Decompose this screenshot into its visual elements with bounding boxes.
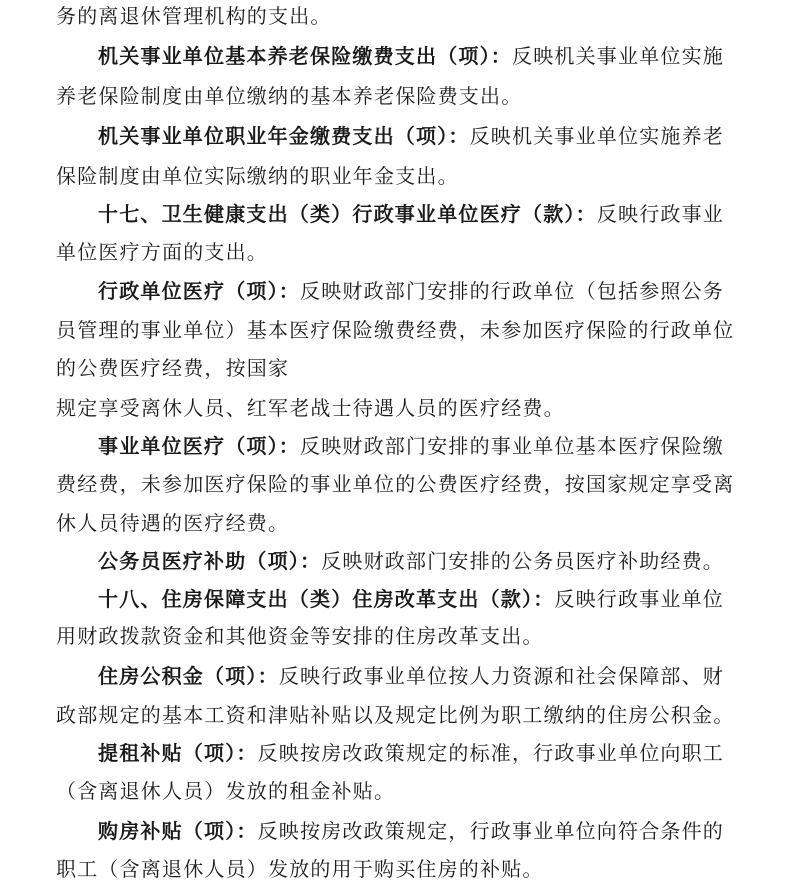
line-text: 的公费医疗经费，按国家 [56,356,290,380]
line-text: （含离退休人员）发放的租金补贴。 [56,779,396,803]
text-line [56,394,565,422]
text-line [56,2,332,30]
line-text: 反映财政部门安排的公务员医疗补助经费。 [321,549,725,573]
line-text: 反映行政事业单位按人力资源和社会保障部、财 [278,664,725,688]
line-text: 反映行政事业单位 [554,587,725,611]
line-text: 职工（含离退休人员）发放的用于购买住房的补贴。 [56,857,544,881]
line-text: 费经费，未参加医疗保险的事业单位的公费医疗经费，按国家规定享受离 [56,472,735,496]
line-text: 保险制度由单位实际缴纳的职业年金支出。 [56,164,459,188]
paragraph-first-line [98,42,724,70]
line-text: 休人员待遇的医疗经费。 [56,511,290,535]
text-line [56,855,544,883]
line-text: 反映财政部门安排的事业单位基本医疗保险缴 [300,434,724,458]
paragraph-first-line [98,547,724,575]
paragraph-first-line [98,662,724,690]
item-heading: 提租补贴（项）： [98,741,258,765]
item-heading: 机关事业单位基本养老保险缴费支出（项）： [98,44,512,68]
text-line [56,622,544,650]
text-line [56,238,268,266]
line-text: 员管理的事业单位）基本医疗保险缴费经费，未参加医疗保险的行政单位 [56,318,735,342]
line-text: 反映机关事业单位实施养老 [469,124,725,148]
item-heading: 公务员医疗补助（项）： [98,549,322,573]
line-text: 反映按房改政策规定的标准，行政事业单位向职工 [257,741,725,765]
line-text: 养老保险制度由单位缴纳的基本养老保险费支出。 [56,84,523,108]
line-text: 反映财政部门安排的行政单位（包括参照公务 [300,279,724,303]
section-heading: 十七、卫生健康支出（类）行政事业单位医疗（款）： [98,202,597,226]
text-line [56,701,734,729]
item-heading: 事业单位医疗（项）： [98,434,300,458]
text-line [56,82,522,110]
paragraph-first-line [98,200,724,228]
text-line [56,162,459,190]
paragraph-first-line [98,432,724,460]
text-line [56,316,734,344]
line-text: 反映行政事业 [596,202,725,226]
line-text: 规定享受离休人员、红军老战士待遇人员的医疗经费。 [56,396,565,420]
line-text: 用财政拨款资金和其他资金等安排的住房改革支出。 [56,624,544,648]
line-text: 务的离退休管理机构的支出。 [56,4,332,28]
line-text: 政部规定的基本工资和津贴补贴以及规定比例为职工缴纳的住房公积金。 [56,703,735,727]
line-text: 反映机关事业单位实施 [512,44,724,68]
item-heading: 购房补贴（项）： [98,819,258,843]
line-text: 单位医疗方面的支出。 [56,240,268,264]
paragraph-first-line [98,277,724,305]
paragraph-first-line [98,585,724,613]
item-heading: 住房公积金（项）： [98,664,279,688]
section-heading: 十八、住房保障支出（类）住房改革支出（款）： [98,587,555,611]
text-line [56,354,289,382]
text-line [56,777,395,805]
line-text: 反映按房改政策规定，行政事业单位向符合条件的 [257,819,725,843]
paragraph-first-line [98,739,724,767]
item-heading: 机关事业单位职业年金缴费支出（项）： [98,124,470,148]
text-line [56,470,734,498]
paragraph-first-line [98,817,724,845]
text-line [56,509,289,537]
item-heading: 行政单位医疗（项）： [98,279,300,303]
paragraph-first-line [98,122,724,150]
